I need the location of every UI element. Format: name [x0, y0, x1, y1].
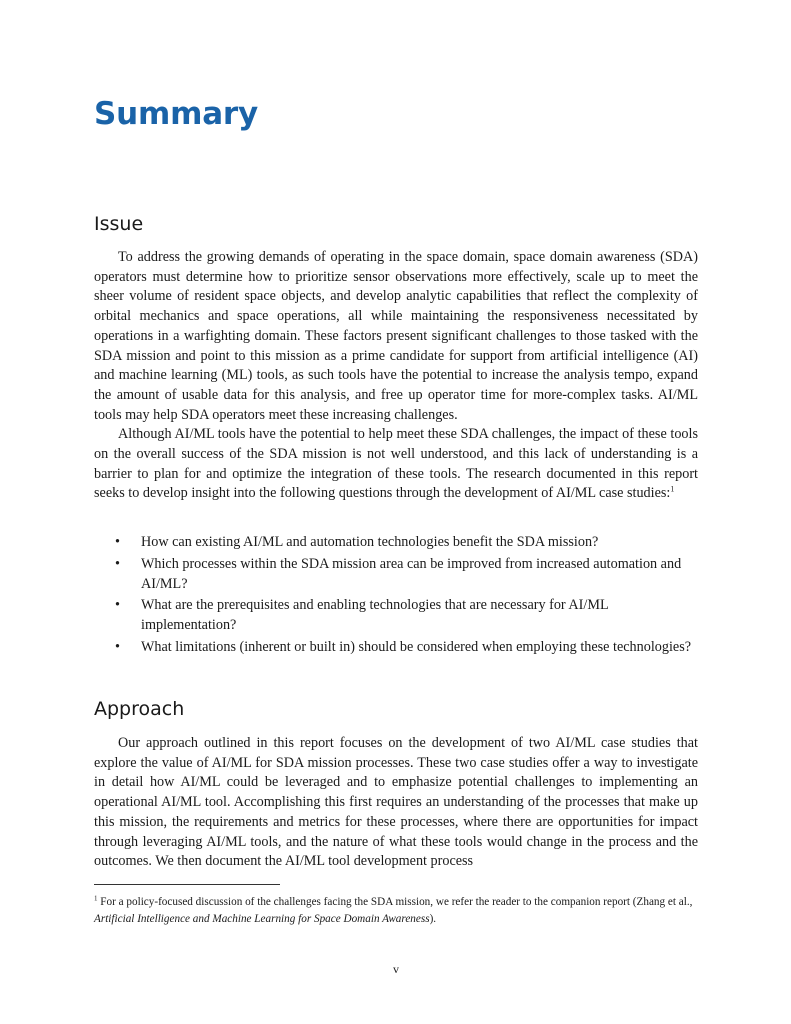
bullet-icon: •: [115, 638, 120, 655]
footnote-divider: [94, 884, 280, 885]
list-item-text: How can existing AI/ML and automation technologies benefit the SDA mission?: [141, 534, 599, 550]
list-item: [94, 532, 698, 552]
bullet-icon: •: [115, 555, 120, 572]
list-item: [94, 554, 698, 594]
bullet-icon: •: [115, 597, 120, 613]
issue-section-body: [94, 248, 698, 504]
footnote-marker: 1: [94, 894, 98, 903]
approach-section-body: [94, 734, 698, 872]
page-number: v: [393, 962, 399, 976]
footnote-report-title: Artificial Intelligence and Machine Learning for Space Domain Awareness: [94, 913, 430, 925]
list-item-text: Which processes within the SDA mission area can be improved from increased automation and AI/ML?: [141, 555, 682, 592]
footnote: [94, 894, 698, 928]
list-item-text: What limitations (inherent or built in) should be considered when employing these technologies?: [141, 638, 692, 655]
footnote-text-after: ).: [429, 913, 437, 925]
research-questions-list: [94, 532, 698, 658]
bullet-icon: •: [115, 534, 120, 550]
page-title: Summary: [94, 96, 259, 132]
document-page: [94, 0, 698, 1024]
footnote-text-before: For a policy-focused discussion of the challenges facing the SDA mission, we refer the reader to the companion report (Zhang et al.,: [100, 896, 693, 908]
list-item: [94, 637, 698, 657]
list-item-text: What are the prerequisites and enabling technologies that are necessary for AI/ML implementation?: [141, 597, 609, 633]
section-heading-approach: Approach: [94, 698, 185, 720]
issue-paragraph-2-text: Although AI/ML tools have the potential to help meet these SDA challenges, the impact of these tools on the overall success of the SDA mission is not well understood, and this lack of understanding is a barrier to plan for and optimize the integration of these tools. The research documented in this report seeks to develop insight into the following questions through the development of AI/ML case studies:: [94, 426, 698, 502]
list-item: [94, 595, 698, 635]
section-heading-issue: Issue: [94, 213, 144, 235]
issue-paragraph-1: To address the growing demands of operating in the space domain, space domain awareness (SDA) operators must determine how to prioritize sensor observations more effectively, scale up to meet the sheer volume of resident space objects, and develop analytic capabilities that reflect the complexity of orbital mechanics and space operations, all while maintaining the responsiveness necessitated by operations in a warfighting domain. These factors present significant challenges to those tasked with the SDA mission and point to this mission as a prime candidate for support from artificial intelligence (AI) and machine learning (ML) tools, as such tools have the potential to increase the analysis tempo, expand the amount of usable data for this analysis, and free up operator time for more-complex tasks. AI/ML tools may help SDA operators meet these increasing challenges.: [94, 249, 698, 423]
footnote-reference[interactable]: 1: [670, 484, 675, 494]
approach-paragraph: Our approach outlined in this report focuses on the development of two AI/ML case studies that explore the value of AI/ML for SDA mission processes. These two case studies offer a way to investigate in detail how AI/ML could be leveraged and to emphasize potential challenges to implementing an operational AI/ML tool. Accomplishing this first requires an understanding of the processes that make up this mission, the requirements and metrics for these processes, where there are opportunities for impact through leveraging AI/ML tools, and the nature of what these tools would change in the process and the outcomes. We then document the AI/ML tool development process: [94, 735, 698, 870]
issue-paragraph-2: [94, 425, 698, 504]
